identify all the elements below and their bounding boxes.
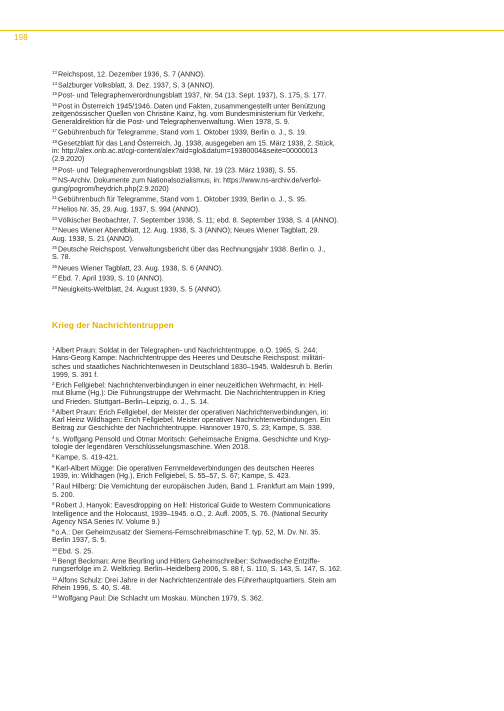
endnote-text: Post- und Telegraphenverordnungsblatt 1937, Nr. 54 (13. Sept. 1937), S. 175, S. 177.: [58, 91, 327, 100]
page-number: 198: [14, 33, 28, 42]
endnote: [52, 434, 472, 452]
endnote-text: Völkischer Beobachter, 7. September 1938, S. 11; ebd. 8. September 1938, S. 4 (ANNO).: [58, 216, 339, 225]
endnote-number: 3: [52, 407, 55, 413]
endnote-number: 26: [52, 263, 58, 269]
endnote-text: Post in Österreich 1945/1946. Daten und Fakten, zusammengestellt unter Benützung zeitgenössischer Quellen von Christine Kainz, hg. vom Bundesministerium für Verkehr, Generaldirektion für die Post- und Telegraphenverwaltung. Wien 1978, S. 9.: [52, 101, 326, 127]
endnote-text: Gebührenbuch für Telegramme, Stand vom 1. Oktober 1939, Berlin o. J., S. 95.: [58, 195, 307, 204]
section-heading: Krieg der Nachrichtentruppen: [52, 320, 174, 330]
endnote-number: 13: [52, 70, 58, 75]
endnote: [52, 463, 472, 481]
endnote: [52, 175, 472, 193]
endnote: [52, 273, 472, 282]
endnotes-list-section: [52, 345, 472, 604]
endnote-text: Helios Nr. 35, 29. Aug. 1937, S. 994 (ANNO).: [58, 205, 200, 214]
endnote-number: 1: [52, 346, 55, 351]
endnote: [52, 69, 472, 78]
endnote: [52, 284, 472, 293]
endnote-text: Ebd. S. 25.: [58, 546, 94, 555]
endnote-text: o.A.: Der Geheimzusatz der Siemens-Fernschreibmaschine T. typ. 52, M. Dv. Nr. 35. Berlin 1937, S. 5.: [52, 528, 321, 545]
endnote-number: 27: [52, 274, 58, 280]
endnote-number: 4: [52, 434, 55, 440]
endnote: [52, 380, 472, 406]
endnote-text: Ebd. 7. April 1939, S. 10 (ANNO).: [58, 274, 164, 283]
endnote: [52, 345, 472, 379]
endnote-text: s. Wolfgang Pensold und Otmar Moritsch: Geheimsache Enigma. Geschichte und Kryp- tologie der legendären Verschlüsselungsmaschine. Wien 2018.: [52, 434, 331, 452]
endnote-text: Salzburger Volksblatt, 3. Dez. 1937, S. 3 (ANNO).: [58, 80, 215, 89]
endnote-text: Wolfgang Paul: Die Schlacht um Moskau. München 1979, S. 362.: [58, 594, 264, 603]
endnote: [52, 244, 472, 262]
endnote: [52, 263, 472, 272]
endnote: [52, 90, 472, 99]
endnote-text: Albert Praun: Erich Fellgiebel, der Meister der operativen Nachrichtenverbindungen, in: Karl Heinz Wildhagen: Erich Fellgiebel. Meister operativer Nachrichtenverbindungen. Ein Beitrag zur Geschichte der Nachrichtentruppe. Hannover 1970, S. 23; Kampe, S. 338.: [52, 408, 331, 433]
endnote-number: 23: [52, 215, 58, 221]
endnotes-list-previous-chapter: [52, 69, 472, 294]
endnote-number: 20: [52, 176, 58, 182]
endnote-text: Karl-Albert Mügge: Die operativen Fernmeldeverbindungen des deutschen Heeres 1939, in: Wildhagen (Hg.), Erich Fellgiebel, S. 55–57, S. 67; Kampe, S. 423.: [52, 464, 315, 481]
endnote: [52, 407, 472, 433]
endnote-text: Neues Wiener Abendblatt, 12. Aug. 1938, S. 3 (ANNO); Neues Wiener Tagblatt, 29. Aug. 1938, S. 21 (ANNO).: [52, 226, 320, 243]
endnote: [52, 165, 472, 174]
endnote-number: 19: [52, 165, 58, 171]
endnote-text: Erich Fellgiebel: Nachrichtenverbindungen in einer neuzeitlichen Wehrmacht, in: Hell- mut Blume (Hg.): Die Führungstruppe der Wehrmacht. Die Nachrichtentruppen in Krieg und Frieden. Stuttgart–Berlin–Leipzig, o. J., S. 14.: [52, 381, 326, 406]
endnote: [52, 481, 472, 499]
endnote-number: 8: [52, 501, 55, 507]
header-rule: [0, 30, 504, 31]
endnote: [52, 80, 472, 89]
endnote-text: Neues Wiener Tagblatt, 23. Aug. 1938, S. 6 (ANNO).: [58, 263, 224, 272]
endnote-number: 18: [52, 138, 58, 144]
endnote-text: Gebührenbuch für Telegramme, Stand vom 1. Oktober 1939, Berlin o. J., S. 19.: [58, 128, 307, 137]
endnote: [52, 527, 472, 545]
endnote: [52, 225, 472, 243]
endnote-text: NS-Archiv. Dokumente zum Nationalsozialismus, in: https://www.ns-archiv.de/verfol- gung/pogrom/heydrich.php(2.9.2020): [52, 176, 322, 193]
endnote: [52, 127, 472, 136]
endnote-number: 11: [52, 557, 57, 563]
endnote-number: 10: [52, 546, 58, 552]
endnote: [52, 138, 472, 164]
endnote-number: 28: [52, 284, 58, 290]
endnote: [52, 101, 472, 127]
endnote-number: 13: [52, 594, 58, 600]
endnote: [52, 500, 472, 526]
endnote: [52, 546, 472, 555]
endnote-number: 9: [52, 527, 55, 533]
endnote-number: 5: [52, 453, 55, 459]
endnote-text: Post- und Telegraphenverordnungsblatt 1938, Nr. 19 (23. März 1938), S. 55.: [58, 165, 298, 174]
endnote-text: Alfons Schulz: Drei Jahre in der Nachrichtenzentrale des Führerhauptquartiers. Stein am Rhein 1996, S. 40, S. 48.: [52, 575, 336, 593]
endnote-number: 6: [52, 463, 55, 469]
endnote-text: Deutsche Reichspost. Verwaltungsbericht über das Rechnungsjahr 1938. Berlin o. J., S. 78.: [52, 245, 326, 262]
endnote-text: Neuigkeits-Weltblatt, 24. August 1939, S. 5 (ANNO).: [58, 284, 222, 293]
endnote-number: 21: [52, 194, 58, 200]
endnote-number: 17: [52, 128, 58, 134]
endnote: [52, 452, 472, 461]
endnote-number: 7: [52, 482, 55, 488]
endnote-number: 24: [52, 226, 58, 232]
endnote-text: Reichspost, 12. Dezember 1936, S. 7 (ANNO).: [58, 70, 206, 79]
endnote-number: 25: [52, 244, 58, 250]
endnote-number: 16: [52, 101, 58, 107]
endnote-number: 2: [52, 380, 55, 386]
endnote-number: 12: [52, 575, 58, 581]
endnote: [52, 556, 472, 574]
endnote-number: 22: [52, 205, 58, 211]
endnote-text: Gesetzblatt für das Land Österreich, Jg. 1938, ausgegeben am 15. März 1938, 2. Stück, in: http://alex.onb.ac.at/cgi-content/alex?aid=glo&datum=19380004&seite=00000013 (2.9.2020): [52, 139, 335, 164]
endnote-text: Albert Praun: Soldat in der Telegraphen- und Nachrichtentruppe. o.O. 1965, S. 244; Hans-Georg Kampe: Nachrichtentruppe des Heeres und Deutsche Reichspost: militäri- sches und staatliches Nachrichtenwesen in Deutschland 1830–1945. Waldesruh b. Berlin 1999, S. 391 f.: [52, 346, 333, 379]
endnote-text: Kampe, S. 419-421.: [55, 453, 119, 462]
endnote-text: Robert J. Hanyok: Eavesdropping on Hell: Historical Guide to Western Communications Intelligence and the Holocaust, 1939–1945. o.O., 2. Aufl. 2005, S. 76. (National Security Agency NSA Series IV. Volume 9.): [52, 501, 331, 526]
endnote: [52, 575, 472, 593]
endnote: [52, 215, 472, 224]
endnote: [52, 593, 472, 602]
endnote: [52, 194, 472, 203]
endnote: [52, 204, 472, 213]
endnote-number: 14: [52, 80, 58, 86]
endnote-text: Raul Hilberg: Die Vernichtung der europäischen Juden, Band 1. Frankfurt am Main 1999, S. 200.: [52, 482, 335, 499]
endnote-text: Bengt Beckman: Arne Beurling und Hitlers Geheimschreiber: Schwedische Entziffe- rungserfolge im 2. Weltkrieg. Berlin–Heidelberg 2006, S. 88 f, S. 110, S. 143, S. 147, S. 162.: [52, 557, 342, 574]
endnote-number: 15: [52, 91, 58, 96]
